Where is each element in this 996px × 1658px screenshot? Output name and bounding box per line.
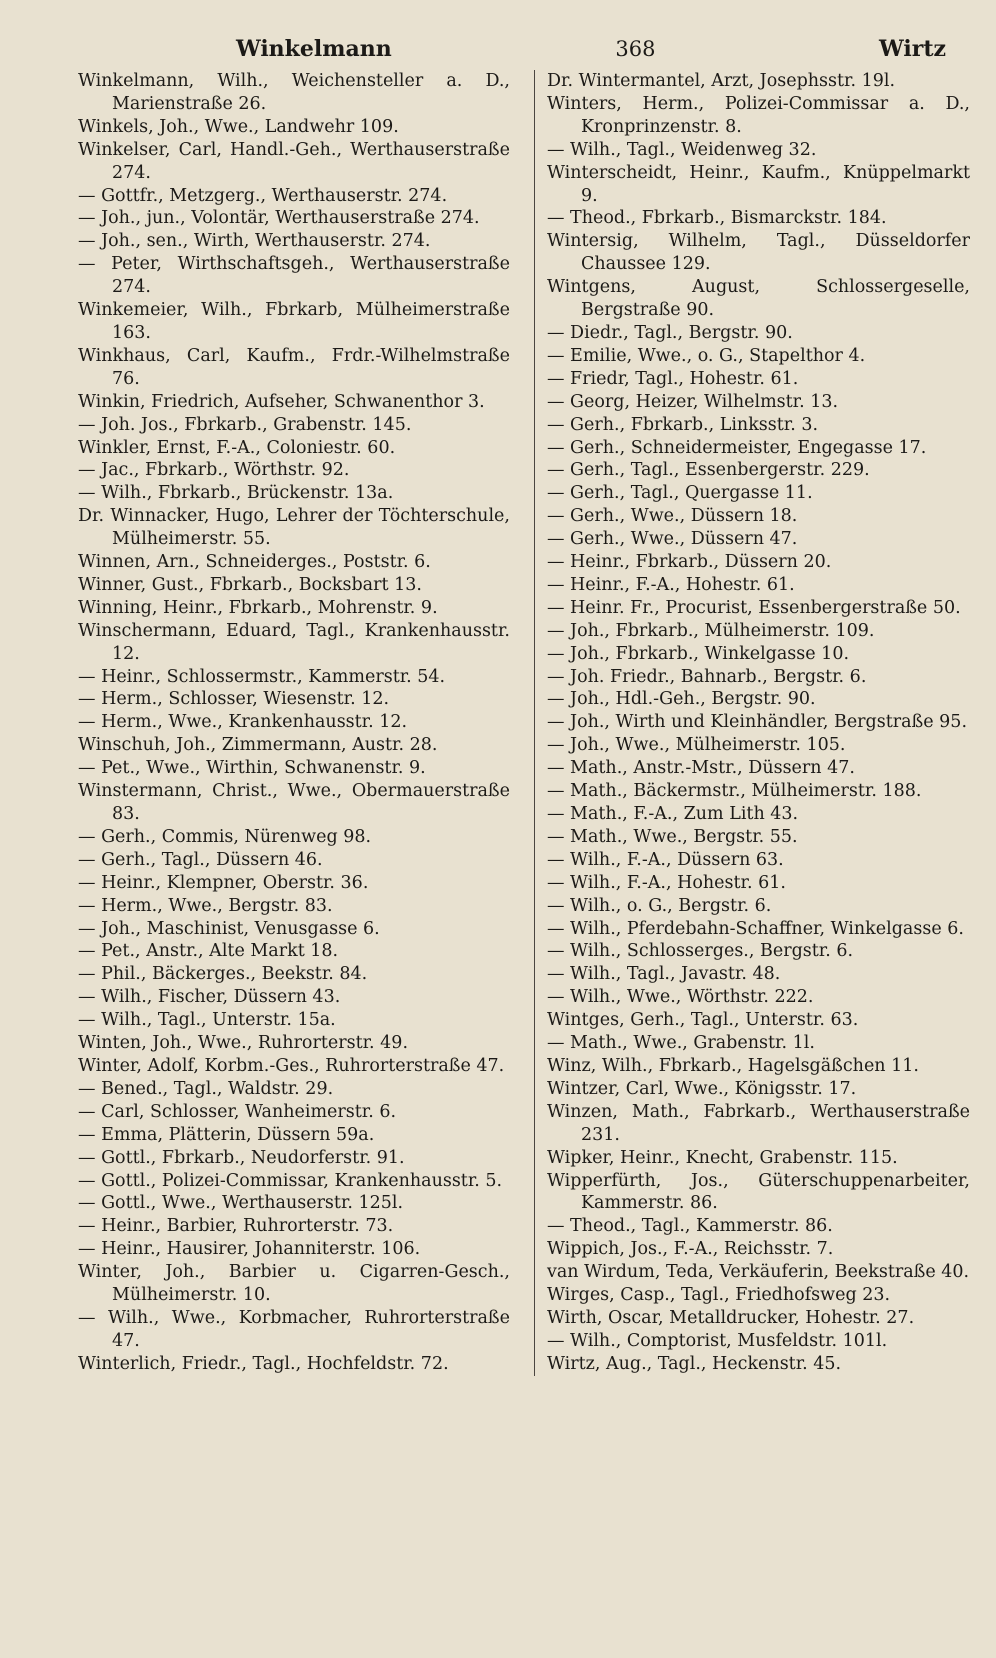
directory-entry: — Gerh., Tagl., Quergasse 11. — [546, 483, 813, 504]
directory-entry: — Wilh., Schlosserges., Bergstr. 6. — [546, 941, 854, 962]
directory-entry: Winkler, Ernst, F.-A., Coloniestr. 60. — [78, 437, 396, 458]
directory-entry: — Friedr, Tagl., Hohestr. 61. — [546, 368, 799, 389]
directory-entry: — Wilh., Fbrkarb., Brückenstr. 13a. — [78, 483, 394, 504]
directory-entry: — Wilh., Tagl., Unterstr. 15a. — [78, 1010, 336, 1031]
directory-entry: — Heinr., Schlossermstr., Kammerstr. 54. — [78, 666, 446, 687]
directory-entry: Winterscheidt, Heinr., Kaufm., Knüppelmarkt 9. — [546, 162, 970, 206]
directory-entry: — Bened., Tagl., Waldstr. 29. — [78, 1078, 334, 1099]
directory-entry: Winkelmann, Wilh., Weichensteller a. D., Marienstraße 26. — [78, 71, 510, 114]
directory-entry: — Gerh., Commis, Nürenweg 98. — [78, 826, 372, 847]
directory-entry: — Gerh., Wwe., Düssern 47. — [546, 529, 798, 550]
directory-entry: — Joh. Friedr., Bahnarb., Bergstr. 6. — [546, 666, 867, 687]
directory-entry: Winner, Gust., Fbrkarb., Bocksbart 13. — [78, 574, 422, 595]
directory-entry: Winschermann, Eduard, Tagl., Krankenhausstr. 12. — [78, 620, 510, 664]
directory-entry: Winkin, Friedrich, Aufseher, Schwanenthor 3. — [78, 391, 485, 412]
directory-entry: Wintzer, Carl, Wwe., Königsstr. 17. — [546, 1078, 857, 1099]
directory-entry: — Wilh., Tagl., Weidenweg 32. — [546, 139, 817, 160]
directory-entry: Wintgens, August, Schlossergeselle, Bergstraße 90. — [546, 277, 970, 321]
header-right-word: Wirtz — [879, 36, 946, 62]
directory-entry: Wipker, Heinr., Knecht, Grabenstr. 115. — [546, 1147, 898, 1168]
directory-entry: — Heinr., Hausirer, Johanniterstr. 106. — [78, 1239, 421, 1260]
directory-entry: — Gottl., Polizei-Commissar, Krankenhausstr. 5. — [78, 1170, 503, 1191]
page-header — [78, 36, 970, 70]
directory-entry: — Peter, Wirthschaftsgeh., Werthauserstraße 274. — [78, 254, 510, 298]
directory-entry: Winkhaus, Carl, Kaufm., Frdr.-Wilhelmstraße 76. — [78, 345, 510, 389]
directory-entry: — Wilh., Fischer, Düssern 43. — [78, 987, 341, 1008]
directory-entry: — Herm., Wwe., Krankenhausstr. 12. — [78, 712, 408, 733]
directory-entry: — Heinr., Klempner, Oberstr. 36. — [78, 872, 369, 893]
directory-entry: — Wilh., Wwe., Korbmacher, Ruhrorterstraße 47. — [78, 1307, 510, 1351]
directory-entry: Wirges, Casp., Tagl., Friedhofsweg 23. — [546, 1285, 891, 1306]
directory-entry: — Joh., jun., Volontär, Werthauserstraße 274. — [78, 208, 480, 229]
directory-entry: — Wilh., Tagl., Javastr. 48. — [546, 964, 781, 985]
directory-entry: — Carl, Schlosser, Wanheimerstr. 6. — [78, 1101, 397, 1122]
directory-entry: — Gerh., Fbrkarb., Linksstr. 3. — [546, 414, 819, 435]
directory-entry: Wipperfürth, Jos., Güterschuppenarbeiter, Kammerstr. 86. — [546, 1170, 970, 1214]
header-left-word: Winkelmann — [236, 36, 392, 62]
directory-entry: — Theod., Fbrkarb., Bismarckstr. 184. — [546, 208, 887, 229]
directory-entry: — Emilie, Wwe., o. G., Stapelthor 4. — [546, 345, 866, 366]
directory-entry: Wippich, Jos., F.-A., Reichsstr. 7. — [546, 1239, 834, 1260]
directory-entry: — Georg, Heizer, Wilhelmstr. 13. — [546, 391, 839, 412]
directory-entry: Dr. Wintermantel, Arzt, Josephsstr. 19l. — [546, 71, 896, 91]
directory-entry: Winters, Herm., Polizei-Commissar a. D., Kronprinzenstr. 8. — [546, 93, 970, 137]
directory-entry: — Phil., Bäckerges., Beekstr. 84. — [78, 964, 368, 985]
directory-entry: — Heinr., Barbier, Ruhrorterstr. 73. — [78, 1216, 394, 1237]
directory-entry: — Heinr., F.-A., Hohestr. 61. — [546, 574, 795, 595]
directory-entry: — Joh., Fbrkarb., Mülheimerstr. 109. — [546, 620, 875, 641]
directory-entry: — Emma, Plätterin, Düssern 59a. — [78, 1124, 375, 1145]
directory-entry: Wintges, Gerh., Tagl., Unterstr. 63. — [546, 1010, 859, 1031]
page-number: 368 — [615, 37, 656, 61]
directory-entry: Winter, Adolf, Korbm.-Ges., Ruhrorterstraße 47. — [78, 1055, 505, 1076]
directory-entry: — Math., Bäckermstr., Mülheimerstr. 188. — [546, 781, 922, 802]
directory-entry: Winnen, Arn., Schneiderges., Poststr. 6. — [78, 552, 431, 573]
directory-entry: — Joh., sen., Wirth, Werthauserstr. 274. — [78, 231, 431, 252]
columns — [78, 70, 970, 1376]
directory-entry: — Wilh., Comptorist, Musfeldstr. 101l. — [546, 1330, 888, 1351]
directory-entry: — Gerh., Wwe., Düssern 18. — [546, 506, 798, 527]
directory-entry: — Gottl., Fbrkarb., Neudorferstr. 91. — [78, 1147, 405, 1168]
directory-entry: — Theod., Tagl., Kammerstr. 86. — [546, 1216, 833, 1237]
directory-entry: — Wilh., o. G., Bergstr. 6. — [546, 895, 772, 916]
directory-entry: — Wilh., Pferdebahn-Schaffner, Winkelgasse 6. — [546, 918, 964, 939]
directory-entry: — Heinr., Fbrkarb., Düssern 20. — [546, 552, 832, 573]
directory-entry: — Herm., Wwe., Bergstr. 83. — [78, 895, 333, 916]
directory-entry: — Herm., Schlosser, Wiesenstr. 12. — [78, 689, 390, 710]
directory-entry: — Joh., Wirth und Kleinhändler, Bergstraße 95. — [546, 712, 968, 733]
directory-entry: — Joh. Jos., Fbrkarb., Grabenstr. 145. — [78, 414, 412, 435]
directory-entry: — Pet., Wwe., Wirthin, Schwanenstr. 9. — [78, 758, 426, 779]
directory-entry: Winkels, Joh., Wwe., Landwehr 109. — [78, 116, 399, 137]
directory-entry: Wintersig, Wilhelm, Tagl., Düsseldorfer Chaussee 129. — [546, 231, 970, 275]
directory-entry: — Gerh., Schneidermeister, Engegasse 17. — [546, 437, 927, 458]
directory-entry: Winterlich, Friedr., Tagl., Hochfeldstr. 72. — [78, 1353, 449, 1374]
directory-entry: Winkelser, Carl, Handl.-Geh., Werthauserstraße 274. — [78, 139, 510, 183]
directory-entry: — Diedr., Tagl., Bergstr. 90. — [546, 322, 793, 343]
directory-entry: — Math., F.-A., Zum Lith 43. — [546, 804, 799, 824]
directory-entry: Winten, Joh., Wwe., Ruhrorterstr. 49. — [78, 1033, 409, 1054]
directory-entry: Winning, Heinr., Fbrkarb., Mohrenstr. 9. — [78, 597, 438, 618]
directory-entry: Winschuh, Joh., Zimmermann, Austr. 28. — [78, 735, 438, 756]
directory-entry: — Gottl., Wwe., Werthauserstr. 125l. — [78, 1193, 404, 1214]
directory-entry: Winstermann, Christ., Wwe., Obermauerstraße 83. — [78, 781, 510, 824]
directory-entry: — Math., Wwe., Grabenstr. 1l. — [546, 1033, 815, 1054]
directory-entry: — Gerh., Tagl., Essenbergerstr. 229. — [546, 460, 870, 481]
directory-entry: Winz, Wilh., Fbrkarb., Hagelsgäßchen 11. — [546, 1055, 919, 1076]
directory-entry: — Heinr. Fr., Procurist, Essenbergerstraße 50. — [546, 597, 961, 618]
directory-entry: — Joh., Maschinist, Venusgasse 6. — [78, 918, 380, 939]
directory-entry: — Jac., Fbrkarb., Wörthstr. 92. — [78, 460, 350, 481]
directory-entry: — Pet., Anstr., Alte Markt 18. — [78, 941, 339, 962]
left-column — [78, 70, 510, 1376]
directory-entry: Dr. Winnacker, Hugo, Lehrer der Töchterschule, Mülheimerstr. 55. — [78, 506, 510, 550]
directory-entry: — Math., Anstr.-Mstr., Düssern 47. — [546, 758, 855, 779]
directory-entry: — Gottfr., Metzgerg., Werthauserstr. 274. — [78, 185, 448, 206]
directory-entry: — Joh., Hdl.-Geh., Bergstr. 90. — [546, 689, 816, 710]
directory-entry: — Gerh., Tagl., Düssern 46. — [78, 849, 323, 870]
directory-entry: — Wilh., F.-A., Hohestr. 61. — [546, 872, 786, 893]
directory-entry: — Math., Wwe., Bergstr. 55. — [546, 826, 798, 847]
directory-entry: Winkemeier, Wilh., Fbrkarb, Mülheimerstraße 163. — [78, 300, 510, 343]
directory-entry: Wirtz, Aug., Tagl., Heckenstr. 45. — [546, 1353, 842, 1374]
directory-entry: — Joh., Fbrkarb., Winkelgasse 10. — [546, 643, 850, 664]
right-column — [534, 70, 970, 1376]
directory-entry: Winter, Joh., Barbier u. Cigarren-Gesch., Mülheimerstr. 10. — [78, 1262, 510, 1306]
directory-entry: Winzen, Math., Fabrkarb., Werthauserstraße 231. — [546, 1101, 970, 1145]
directory-entry: — Joh., Wwe., Mülheimerstr. 105. — [546, 735, 846, 756]
directory-entry: Wirth, Oscar, Metalldrucker, Hohestr. 27. — [546, 1307, 915, 1328]
directory-entry: — Wilh., Wwe., Wörthstr. 222. — [546, 987, 814, 1008]
directory-entry: — Wilh., F.-A., Düssern 63. — [546, 849, 784, 870]
directory-entry: van Wirdum, Teda, Verkäuferin, Beekstraße 40. — [546, 1262, 970, 1283]
